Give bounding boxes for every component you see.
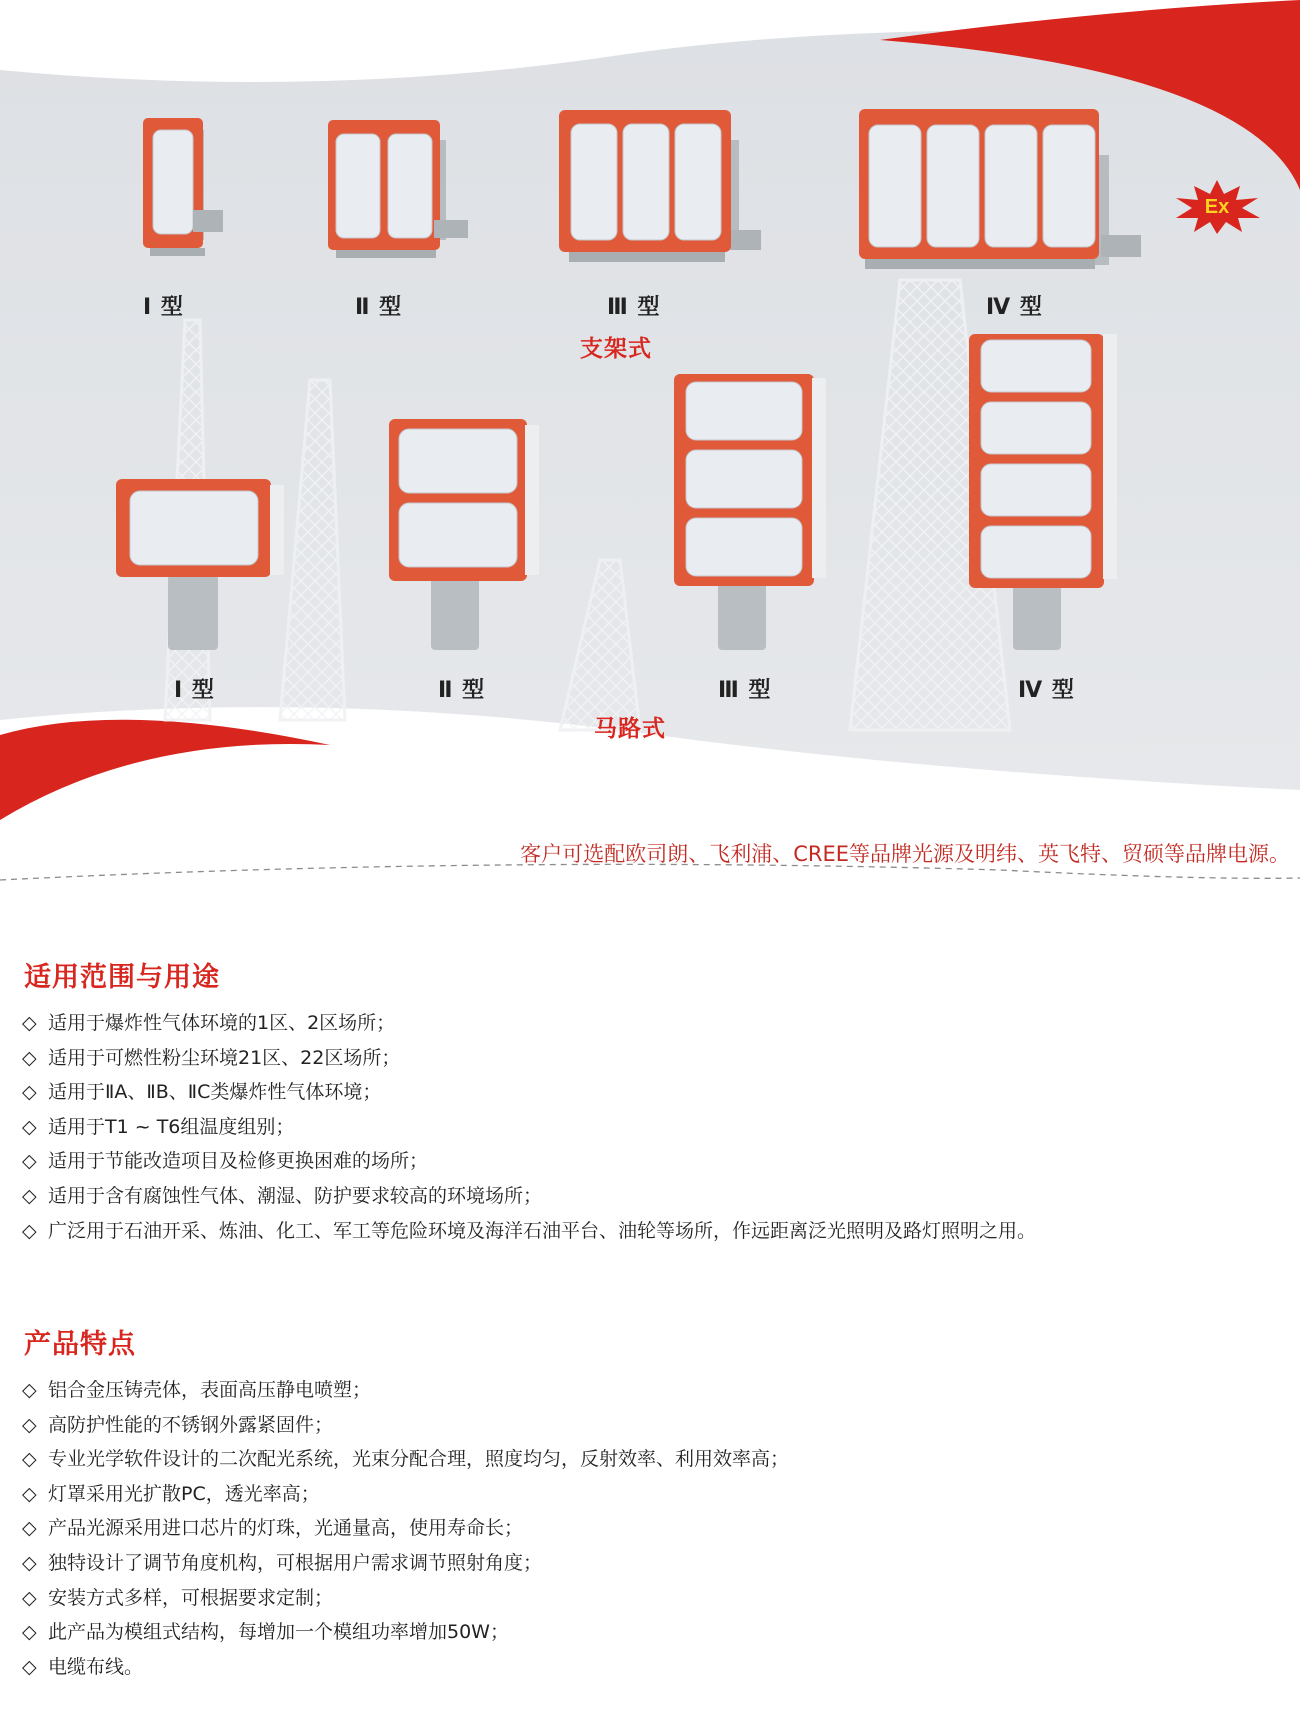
diamond-bullet-icon: ◇	[22, 1379, 37, 1401]
list-item: ◇ 适用于节能改造项目及检修更换困难的场所；	[22, 1144, 1036, 1179]
list-item: ◇ 高防护性能的不锈钢外露紧固件；	[22, 1408, 789, 1443]
features-section	[22, 1322, 789, 1684]
list-item: ◇ 铝合金压铸壳体，表面高压静电喷塑；	[22, 1373, 789, 1408]
diamond-bullet-icon: ◇	[22, 1482, 37, 1505]
road-model-1-label: Ⅰ 型	[174, 678, 215, 703]
list-item: ◇ 适用于含有腐蚀性气体、潮湿、防护要求较高的环境场所；	[22, 1179, 1036, 1214]
diamond-bullet-icon: ◇	[22, 1586, 37, 1609]
bracket-model-2-label: Ⅱ 型	[355, 295, 403, 320]
diamond-bullet-icon: ◇	[22, 1655, 37, 1678]
diamond-bullet-icon: ◇	[22, 1012, 37, 1034]
road-lamp-1	[110, 475, 295, 650]
list-item: ◇ 适用于ⅡA、ⅡB、ⅡC类爆炸性气体环境；	[22, 1075, 1036, 1110]
usage-title: 适用范围与用途	[24, 962, 220, 993]
bracket-lamp-2	[322, 110, 477, 260]
diamond-bullet-icon: ◇	[22, 1551, 37, 1574]
usage-section	[22, 955, 1036, 1248]
road-model-2-label: Ⅱ 型	[438, 678, 486, 703]
diamond-bullet-icon: ◇	[22, 1448, 37, 1471]
list-item: ◇ 适用于可燃性粉尘环境21区、22区场所；	[22, 1041, 1036, 1076]
bracket-model-4-label: Ⅳ 型	[986, 295, 1043, 320]
diamond-bullet-icon: ◇	[22, 1413, 37, 1436]
road-lamp-4	[965, 330, 1125, 650]
brand-options-note: 客户可选配欧司朗、飞利浦、CREE等品牌光源及明纬、英飞特、贸硕等品牌电源。	[520, 842, 1290, 866]
bracket-model-3-label: Ⅲ 型	[607, 295, 661, 320]
list-item: ◇ 灯罩采用光扩散PC，透光率高；	[22, 1477, 789, 1512]
bracket-lamp-3	[555, 100, 770, 275]
diamond-bullet-icon: ◇	[22, 1219, 37, 1242]
list-item: ◇ 电缆布线。	[22, 1650, 789, 1685]
diamond-bullet-icon: ◇	[22, 1115, 37, 1138]
features-title: 产品特点	[24, 1329, 136, 1360]
list-item: ◇ 此产品为模组式结构，每增加一个模组功率增加50W；	[22, 1615, 789, 1650]
list-item: ◇ 适用于T1 ~ T6组温度组别；	[22, 1110, 1036, 1145]
features-list	[22, 1373, 789, 1684]
bracket-model-1-label: Ⅰ 型	[143, 295, 184, 320]
list-item: ◇ 独特设计了调节角度机构，可根据用户需求调节照射角度；	[22, 1546, 789, 1581]
diamond-bullet-icon: ◇	[22, 1621, 37, 1644]
road-model-3-label: Ⅲ 型	[718, 678, 772, 703]
list-item: ◇ 适用于爆炸性气体环境的1区、2区场所；	[22, 1006, 1036, 1041]
ex-badge-icon	[1172, 178, 1262, 234]
road-lamp-2	[385, 415, 550, 650]
road-category-label: 马路式	[594, 716, 666, 742]
bracket-lamp-1	[135, 110, 230, 260]
road-model-4-label: Ⅳ 型	[1018, 678, 1075, 703]
bracket-category-label: 支架式	[580, 336, 652, 362]
diamond-bullet-icon: ◇	[22, 1517, 37, 1540]
list-item: ◇ 专业光学软件设计的二次配光系统，光束分配合理，照度均匀，反射效率、利用效率高；	[22, 1442, 789, 1477]
list-item: ◇ 产品光源采用进口芯片的灯珠，光通量高，使用寿命长；	[22, 1511, 789, 1546]
ex-badge-text: Ex	[1204, 196, 1230, 218]
diamond-bullet-icon: ◇	[22, 1081, 37, 1104]
diamond-bullet-icon: ◇	[22, 1184, 37, 1207]
road-lamp-3	[670, 370, 835, 650]
usage-list	[22, 1006, 1036, 1248]
list-item: ◇ 安装方式多样，可根据要求定制；	[22, 1581, 789, 1616]
list-item: ◇ 广泛用于石油开采、炼油、化工、军工等危险环境及海洋石油平台、油轮等场所，作远距离泛光照明及路灯照明之用。	[22, 1214, 1036, 1249]
bracket-lamp-4	[855, 105, 1155, 290]
diamond-bullet-icon: ◇	[22, 1046, 37, 1069]
diamond-bullet-icon: ◇	[22, 1150, 37, 1173]
